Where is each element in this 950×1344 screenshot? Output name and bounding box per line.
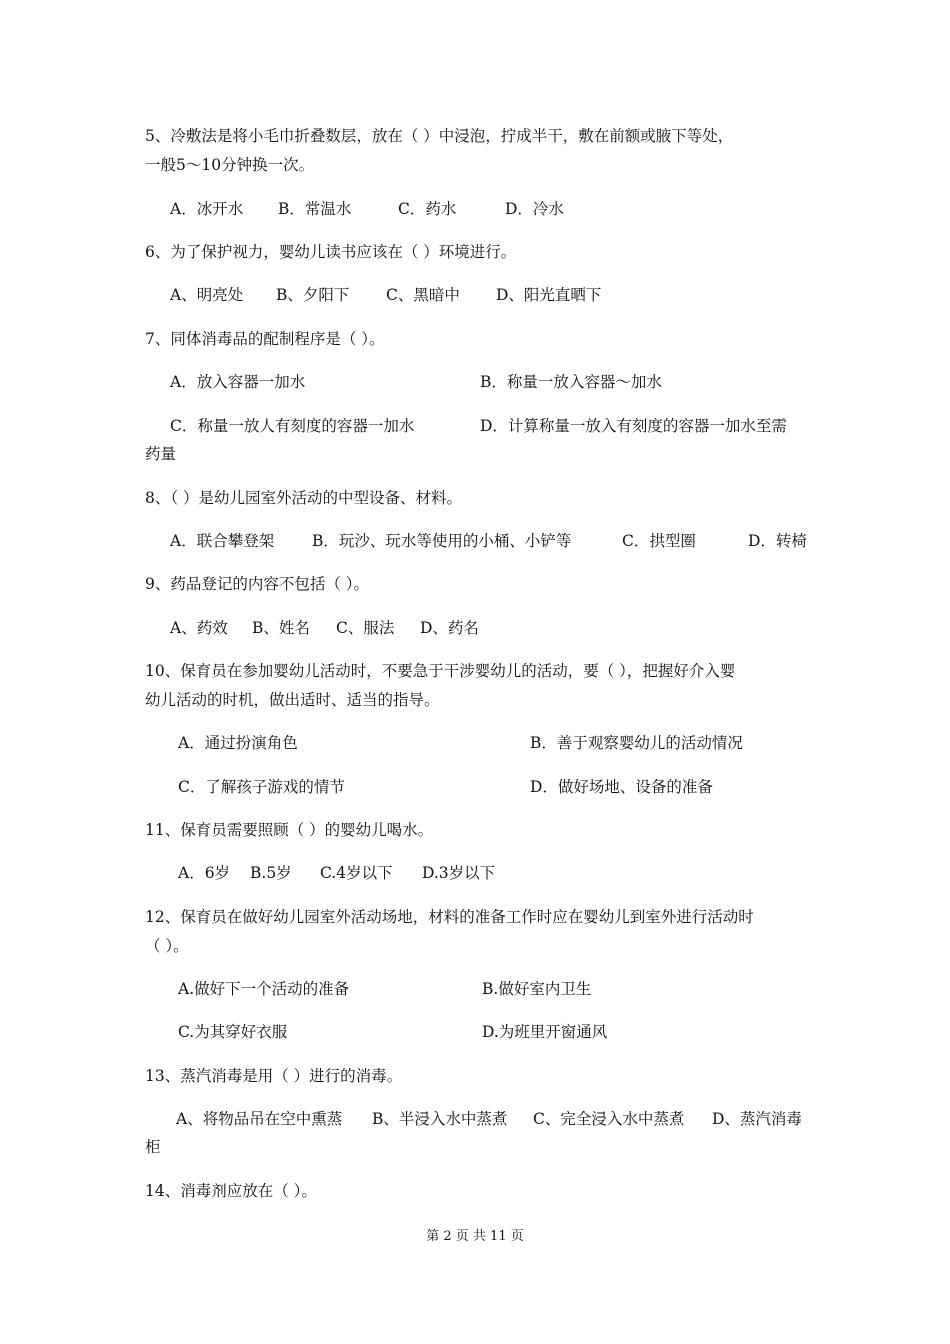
question-9-option-c: C、服法 xyxy=(336,619,395,637)
question-12-option-c: C.为其穿好衣服 xyxy=(178,1023,288,1041)
question-12-option-d: D.为班里开窗通风 xyxy=(482,1023,608,1041)
question-5-option-b: B．常温水 xyxy=(278,200,352,218)
question-12-stem-line-1: 12、保育员在做好幼儿园室外活动场地，材料的准备工作时应在婴幼儿到室外进行活动时 xyxy=(145,908,754,926)
question-13-option-d: D、蒸汽消毒 xyxy=(712,1110,802,1128)
question-10-option-d: D．做好场地、设备的准备 xyxy=(530,778,713,796)
question-5-option-c: C．药水 xyxy=(398,200,457,218)
question-5-stem-line-1: 5、冷敷法是将小毛巾折叠数层，放在（ ）中浸泡，拧成半干，敷在前额或腋下等处， xyxy=(145,127,734,145)
question-11-option-c: C.4岁以下 xyxy=(320,864,393,882)
question-6-option-c: C、黑暗中 xyxy=(386,286,460,304)
question-8-stem: 8、（ ）是幼儿园室外活动的中型设备、材料。 xyxy=(145,489,463,507)
question-10-stem-line-1: 10、保育员在参加婴幼儿活动时，不要急于干涉婴幼儿的活动，要（ ），把握好介入婴 xyxy=(145,662,736,680)
question-6-option-a: A、明亮处 xyxy=(170,286,244,304)
question-10-option-b: B．善于观察婴幼儿的活动情况 xyxy=(530,734,743,752)
question-7-stem: 7、同体消毒品的配制程序是（ ）。 xyxy=(145,330,385,348)
question-9-stem: 9、药品登记的内容不包括（ ）。 xyxy=(145,575,370,593)
question-8-option-d: D．转椅 xyxy=(748,532,807,550)
question-9-option-d: D、药名 xyxy=(420,619,479,637)
question-6-option-b: B、夕阳下 xyxy=(276,286,350,304)
question-7-wrap-line: 药量 xyxy=(145,445,177,463)
question-13-option-b: B、半浸入水中蒸煮 xyxy=(372,1110,508,1128)
question-9-option-b: B、姓名 xyxy=(252,619,310,637)
question-14-stem: 14、消毒剂应放在（ ）。 xyxy=(145,1182,317,1200)
question-11-option-d: D.3岁以下 xyxy=(422,864,496,882)
question-12-option-b: B.做好室内卫生 xyxy=(482,980,592,998)
question-13-option-c: C、完全浸入水中蒸煮 xyxy=(533,1110,685,1128)
question-7-option-c: C．称量一放人有刻度的容器一加水 xyxy=(170,417,415,435)
question-13-wrap-line: 柜 xyxy=(145,1138,161,1156)
question-13-option-a: A、将物品吊在空中熏蒸 xyxy=(176,1110,343,1128)
question-5-option-a: A．冰开水 xyxy=(170,200,244,218)
question-5-stem-line-2: 一般5～10分钟换一次。 xyxy=(145,156,315,174)
question-8-option-b: B．玩沙、玩水等使用的小桶、小铲等 xyxy=(312,532,572,550)
question-6-stem: 6、为了保护视力，婴幼儿读书应该在（ ）环境进行。 xyxy=(145,243,517,261)
question-13-stem: 13、蒸汽消毒是用（ ）进行的消毒。 xyxy=(145,1067,403,1085)
question-9-option-a: A、药效 xyxy=(170,619,228,637)
question-12-stem-line-2: （ ）。 xyxy=(145,937,189,955)
question-11-option-b: B.5岁 xyxy=(250,864,292,882)
question-8-option-c: C．拱型圈 xyxy=(622,532,696,550)
page-footer: 第 2 页 共 11 页 xyxy=(426,1229,524,1244)
question-10-option-c: C．了解孩子游戏的情节 xyxy=(178,778,345,796)
question-6-option-d: D、阳光直晒下 xyxy=(496,286,602,304)
question-7-option-b: B．称量一放入容器～加水 xyxy=(480,373,662,391)
question-12-option-a: A.做好下一个活动的准备 xyxy=(178,980,350,998)
question-8-option-a: A．联合攀登架 xyxy=(170,532,275,550)
question-11-stem: 11、保育员需要照顾（ ）的婴幼儿喝水。 xyxy=(145,821,434,839)
question-10-stem-line-2: 幼儿活动的时机，做出适时、适当的指导。 xyxy=(145,691,440,709)
question-5-option-d: D．冷水 xyxy=(505,200,564,218)
question-10-option-a: A．通过扮演角色 xyxy=(178,734,298,752)
question-11-option-a: A．6岁 xyxy=(178,864,231,882)
question-7-option-d: D．计算称量一放入有刻度的容器一加水至需 xyxy=(480,417,787,435)
question-7-option-a: A．放入容器一加水 xyxy=(170,373,306,391)
